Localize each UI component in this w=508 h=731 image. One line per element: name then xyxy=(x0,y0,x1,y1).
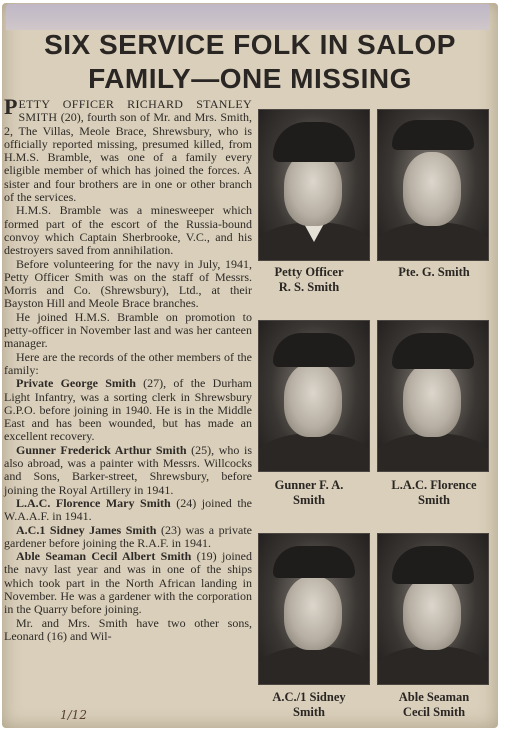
portrait-cap xyxy=(392,120,474,150)
caption-line: R. S. Smith xyxy=(278,280,340,294)
article-paragraph xyxy=(4,550,252,616)
caption-line: Pte. G. Smith xyxy=(398,265,470,279)
article-paragraph xyxy=(4,377,252,443)
lead-paragraph xyxy=(4,94,252,205)
portrait-photo-6 xyxy=(377,533,489,685)
portrait-shoulders xyxy=(258,646,370,685)
member-text: (24) joined the W.A.A.F. in 1941. xyxy=(4,495,252,524)
caption-line: Petty Officer xyxy=(274,265,344,279)
photo-caption-6 xyxy=(375,690,493,720)
caption-line: Smith xyxy=(418,493,450,507)
caption-line: Able Seaman xyxy=(398,690,470,704)
portrait-photo-2 xyxy=(377,109,489,261)
portrait-shoulders xyxy=(377,222,489,261)
portrait-shoulders xyxy=(377,433,489,472)
headline xyxy=(2,28,498,96)
drop-cap: P xyxy=(4,94,18,119)
member-text: (23) was a private gardener before joining the R.A.F. in 1941. xyxy=(4,522,252,550)
photo-caption-1 xyxy=(250,265,368,295)
photo-caption-4 xyxy=(375,478,493,508)
headline-line-1: SIX SERVICE FOLK IN SALOP xyxy=(44,29,456,60)
portrait-photo-4 xyxy=(377,320,489,472)
portrait-cap xyxy=(392,546,474,584)
article-paragraph: Before volunteering for the navy in July, 1941, Petty Officer Smith was on the staff of Messrs. Morris and Co. (Shrewsbury), Ltd., at their Bayston Hill and Meole Brace branches. xyxy=(4,256,252,311)
caption-line: Smith xyxy=(293,493,325,507)
portrait-photo-1 xyxy=(258,109,370,261)
portrait-cap xyxy=(273,333,355,367)
portrait-shoulders xyxy=(377,646,489,685)
caption-line: L.A.C. Florence xyxy=(391,478,477,492)
portrait-cap xyxy=(392,333,474,369)
article-paragraph: He joined H.M.S. Bramble on promotion to petty-officer in November last and was her canteen manager. xyxy=(4,309,252,351)
article-paragraph xyxy=(4,444,252,497)
article-paragraph xyxy=(4,497,252,524)
portrait-face xyxy=(284,152,342,226)
portrait-shoulders xyxy=(258,433,370,472)
member-name: Private George Smith xyxy=(16,376,136,391)
lead-caps: ETTY OFFICER RICHARD STANLEY SMITH xyxy=(18,97,252,125)
portrait-face xyxy=(403,152,461,226)
lead-text: (20), fourth son of Mr. and Mrs. Smith, 2, The Villas, Meole Brace, Shrewsbury, who is officially reported missing, presumed killed, from H.M.S. Bramble, was one of a family every eligible member of which has joined the forces. A sister and four brothers are in one or other branch of the services. xyxy=(4,110,252,205)
member-name: Gunner Frederick Arthur Smith xyxy=(16,442,187,457)
member-text: (19) joined the navy last year and was in one of the ships which took part in the North African landing in November. He was a gardener with the corporation in the Quarry before joining. xyxy=(4,549,252,617)
member-name: L.A.C. Florence Mary Smith xyxy=(16,495,171,510)
portrait-cap xyxy=(273,546,355,578)
member-name: A.C.1 Sidney James Smith xyxy=(16,522,157,537)
photo-caption-2 xyxy=(375,265,493,280)
article-body xyxy=(4,94,252,643)
portrait-photo-5 xyxy=(258,533,370,685)
caption-line: Smith xyxy=(293,705,325,719)
portrait-face xyxy=(403,576,461,650)
handwritten-note: 1/12 xyxy=(60,708,87,722)
article-paragraph: Mr. and Mrs. Smith have two other sons, Leonard (16) and Wil- xyxy=(4,615,252,643)
caption-line: A.C./1 Sidney xyxy=(272,690,346,704)
article-paragraph: Here are the records of the other members of the family: xyxy=(4,349,252,377)
member-text: (27), of the Durham Light Infantry, was a sorting clerk in Shrewsbury G.P.O. before joining in 1940. He is in the Middle East and has been wounded, but has made an excellent recovery. xyxy=(4,376,252,444)
article-paragraph: H.M.S. Bramble was a minesweeper which formed part of the escort of the Russia-bound convoy which Captain Sherbrooke, V.C., and his destroyers saved from annihilation. xyxy=(4,203,252,258)
portrait-face xyxy=(403,363,461,437)
photo-caption-3 xyxy=(250,478,368,508)
caption-line: Gunner F. A. xyxy=(274,478,344,492)
portrait-face xyxy=(284,363,342,437)
clipping-top-band xyxy=(6,4,490,30)
member-name: Able Seaman Cecil Albert Smith xyxy=(16,549,192,564)
portrait-cap xyxy=(273,122,355,162)
member-text: (25), who is also abroad, was a painter with Messrs. Willcocks and Sons, Barker-street, Shrewsbury, before joining the Royal Artillery in 1941. xyxy=(4,442,252,497)
headline-line-2: FAMILY—ONE MISSING xyxy=(88,63,412,94)
article-paragraph xyxy=(4,524,252,551)
portrait-face xyxy=(284,576,342,650)
portrait-photo-3 xyxy=(258,320,370,472)
caption-line: Cecil Smith xyxy=(402,705,466,719)
photo-caption-5 xyxy=(250,690,368,720)
